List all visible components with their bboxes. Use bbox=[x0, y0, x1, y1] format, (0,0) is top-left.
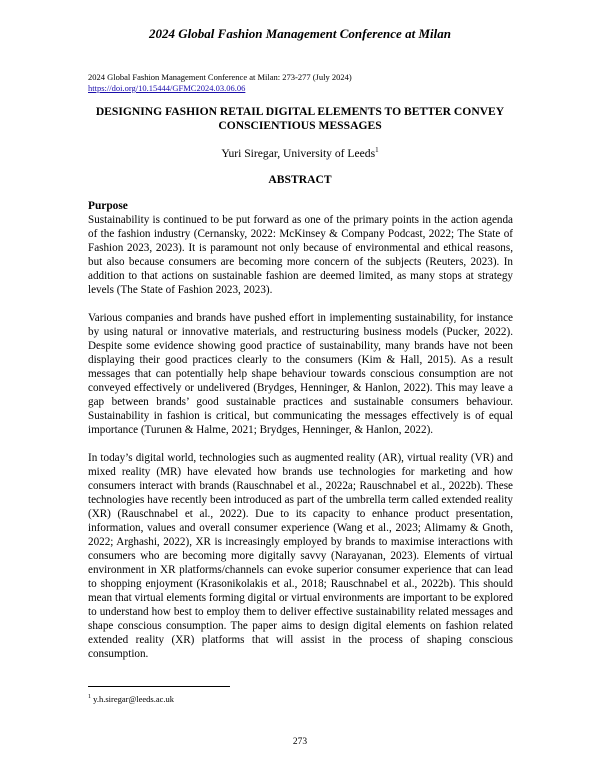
citation-line: 2024 Global Fashion Management Conference at Milan: 273-277 (July 2024) bbox=[88, 72, 352, 82]
footnote-divider bbox=[88, 686, 230, 687]
abstract-body bbox=[88, 199, 513, 675]
footnote-email: y.h.siregar@leeds.ac.uk bbox=[91, 694, 175, 704]
footnote-marker: 1 bbox=[88, 694, 91, 701]
author-line bbox=[0, 147, 600, 160]
footnote bbox=[88, 694, 174, 704]
author-name: Yuri Siregar, University of Leeds bbox=[221, 147, 376, 160]
page-number: 273 bbox=[292, 737, 308, 747]
citation-block bbox=[88, 72, 518, 94]
body-paragraph: Sustainability is continued to be put forward as one of the primary points in the action agenda of the fashion industry (Cernansky, 2022: McKinsey & Company Podcast, 2022; The State of Fashion 2023, 2023). It is paramount not only because of environmental and ethical reasons, but also because consumers are becoming more concern of the subjects (Reuters, 2023). In addition to that actions on sustainable fashion are deemed limited, as many stops at strategy levels (The State of Fashion 2023, 2023). bbox=[88, 214, 513, 296]
body-paragraph: Various companies and brands have pushed effort in implementing sustainability, for instance by using natural or innovative materials, and restructuring business models (Pucker, 2022). Despite some evidence showing good practice of sustainability, many brands have not been displaying their good practices clearly to the consumers (Kim & Hall, 2015). As a result messages that can potentially help shape behaviour towards conscious consumption are not conveyed effectively or undelivered (Brydges, Henninger, & Hanlon, 2022). This may leave a gap between brands’ good sustainable practices and sustainable consumers behaviour. Sustainability in fashion is critical, but communicating the messages effectively is of equal importance (Turunen & Halme, 2021; Brydges, Henninger, & Hanlon, 2022). bbox=[88, 312, 513, 436]
abstract-heading: ABSTRACT bbox=[268, 173, 332, 186]
running-head: 2024 Global Fashion Management Conference at Milan bbox=[149, 26, 451, 41]
author-footnote-marker: 1 bbox=[375, 146, 379, 155]
paper-title: DESIGNING FASHION RETAIL DIGITAL ELEMENTS TO BETTER CONVEY CONSCIENTIOUS MESSAGES bbox=[95, 105, 505, 132]
doi-link[interactable]: https://doi.org/10.15444/GFMC2024.03.06.06 bbox=[88, 83, 246, 93]
purpose-heading: Purpose bbox=[88, 200, 128, 212]
body-paragraph: In today’s digital world, technologies such as augmented reality (AR), virtual reality (VR) and mixed reality (MR) have elevated how brands use technologies for marketing and how consumers interact with brands (Rauschnabel et al., 2022a; Rauschnabel et al., 2022b). These technologies have recently been introduced as part of the umbrella term called extended reality (XR) (Rauschnabel et al., 2022). Due to its capacity to enhance product presentation, information, values and overall consumer experience (Wang et al., 2023; Alimamy & Gnoth, 2022; Arghashi, 2022), XR is increasingly employed by brands to maximise interactions with consumers who are becoming more digitally savvy (Narayanan, 2023). Elements of virtual environment in XR platforms/channels can evoke superior consumer experience that can lead to shopping enjoyment (Krasonikolakis et al., 2018; Rauschnabel et al., 2022b). This should mean that virtual elements forming digital or virtual environments are important to be explored to understand how best to employ them to deliver effective sustainability related messages and shape conscious consumption. The paper aims to design digital elements on fashion related extended reality (XR) platforms that will assist in the process of shaping conscious consumption. bbox=[88, 452, 513, 660]
